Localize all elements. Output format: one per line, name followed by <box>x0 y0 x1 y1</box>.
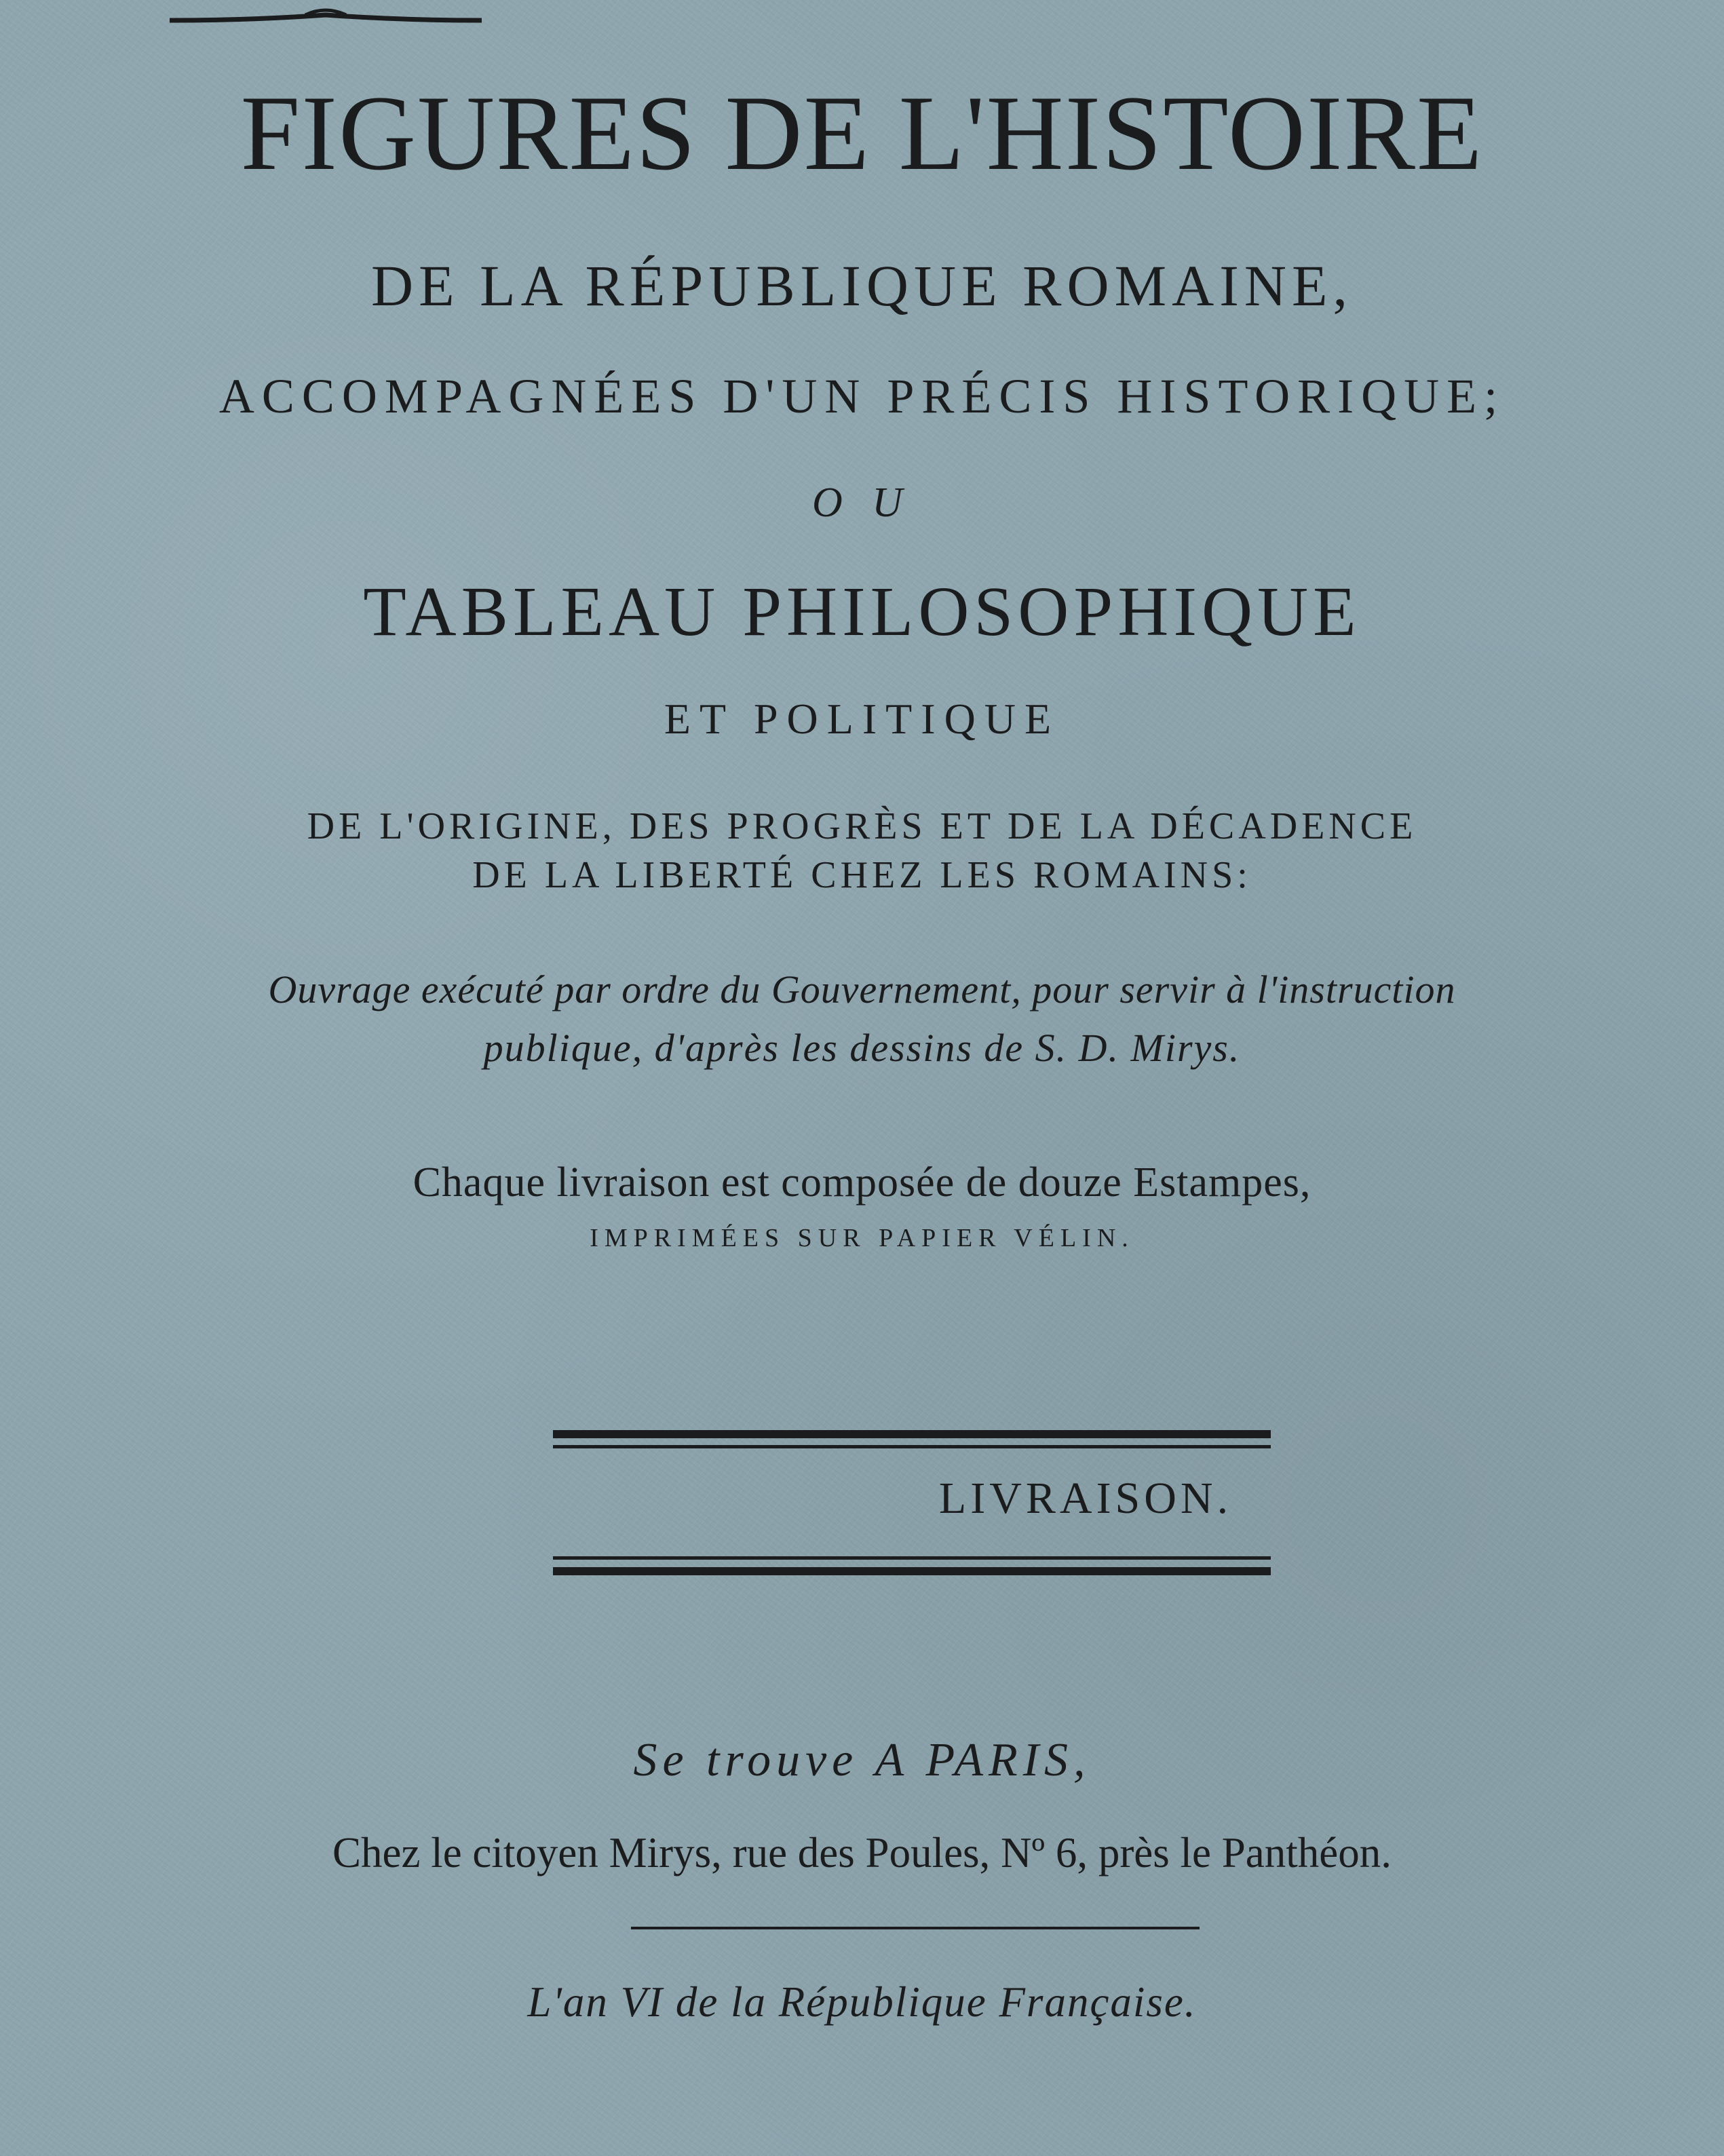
rule-top-thin <box>553 1445 1271 1448</box>
subtitle-line-7: DE L'ORIGINE, DES PROGRÈS ET DE LA DÉCADENCE <box>307 805 1417 847</box>
livraison-label: LIVRAISON. <box>938 1474 1233 1523</box>
divider-short <box>631 1927 1200 1929</box>
subtitle-line-2: DE LA RÉPUBLIQUE ROMAINE, <box>371 253 1353 318</box>
subtitle-line-3: ACCOMPAGNÉES D'UN PRÉCIS HISTORIQUE; <box>218 369 1506 423</box>
rule-bottom-thick <box>553 1567 1271 1575</box>
date-line: L'an VI de la République Française. <box>527 1978 1197 2026</box>
delivery-line-2: IMPRIMÉES SUR PAPIER VÉLIN. <box>590 1224 1134 1252</box>
subtitle-line-5: TABLEAU PHILOSOPHIQUE <box>363 573 1361 651</box>
delivery-line-1: Chaque livraison est composée de douze Estampes, <box>413 1159 1311 1206</box>
description-line-2: publique, d'après les dessins de S. D. Mirys. <box>483 1026 1241 1070</box>
main-title: FIGURES DE L'HISTOIRE <box>240 74 1484 193</box>
rule-top-thick <box>553 1430 1271 1438</box>
top-ornament <box>170 0 482 27</box>
description-line-1: Ouvrage exécuté par ordre du Gouvernement, pour servir à l'instruction <box>268 967 1456 1012</box>
subtitle-line-8: DE LA LIBERTÉ CHEZ LES ROMAINS: <box>472 854 1252 896</box>
conjunction-ou: O U <box>811 480 913 526</box>
imprint-line-2: Chez le citoyen Mirys, rue des Poules, Nº 6, près le Panthéon. <box>332 1829 1392 1876</box>
imprint-line-1: Se trouve A PARIS, <box>633 1734 1091 1786</box>
rule-bottom-thin <box>553 1556 1271 1560</box>
subtitle-line-6: ET POLITIQUE <box>664 695 1060 743</box>
